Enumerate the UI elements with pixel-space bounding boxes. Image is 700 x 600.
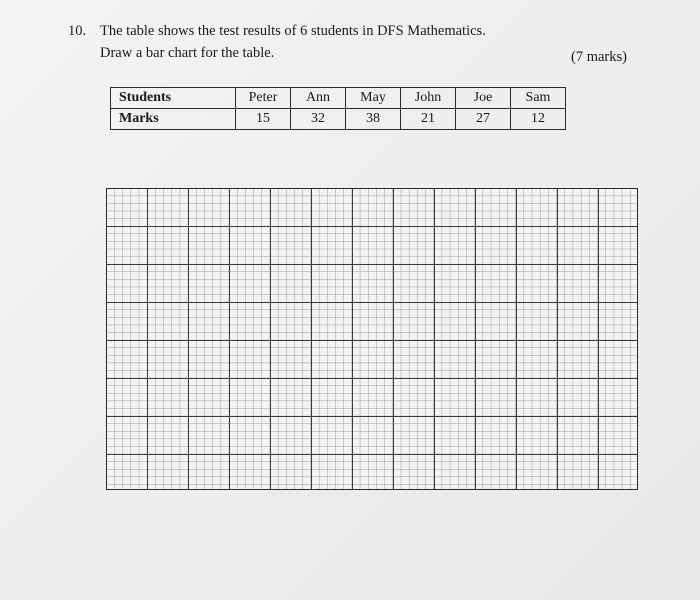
question-number: 10. xyxy=(68,23,87,39)
question-text-line2: Draw a bar chart for the table. xyxy=(100,45,275,61)
student-name: Sam xyxy=(511,88,566,109)
student-mark: 12 xyxy=(511,109,566,130)
student-name: John xyxy=(401,88,456,109)
row-label-students: Students xyxy=(111,88,236,109)
table-row xyxy=(111,109,566,130)
results-table xyxy=(110,87,566,130)
student-mark: 38 xyxy=(346,109,401,130)
student-name: Ann xyxy=(291,88,346,109)
student-mark: 27 xyxy=(456,109,511,130)
student-name: Joe xyxy=(456,88,511,109)
marks-allocation: (7 marks) xyxy=(571,49,627,65)
student-mark: 32 xyxy=(291,109,346,130)
student-name: May xyxy=(346,88,401,109)
student-name: Peter xyxy=(236,88,291,109)
table-row xyxy=(111,88,566,109)
graph-paper-grid[interactable] xyxy=(106,188,638,490)
student-mark: 15 xyxy=(236,109,291,130)
question-text-line1: The table shows the test results of 6 students in DFS Mathematics. xyxy=(100,23,486,39)
row-label-marks: Marks xyxy=(111,109,236,130)
student-mark: 21 xyxy=(401,109,456,130)
